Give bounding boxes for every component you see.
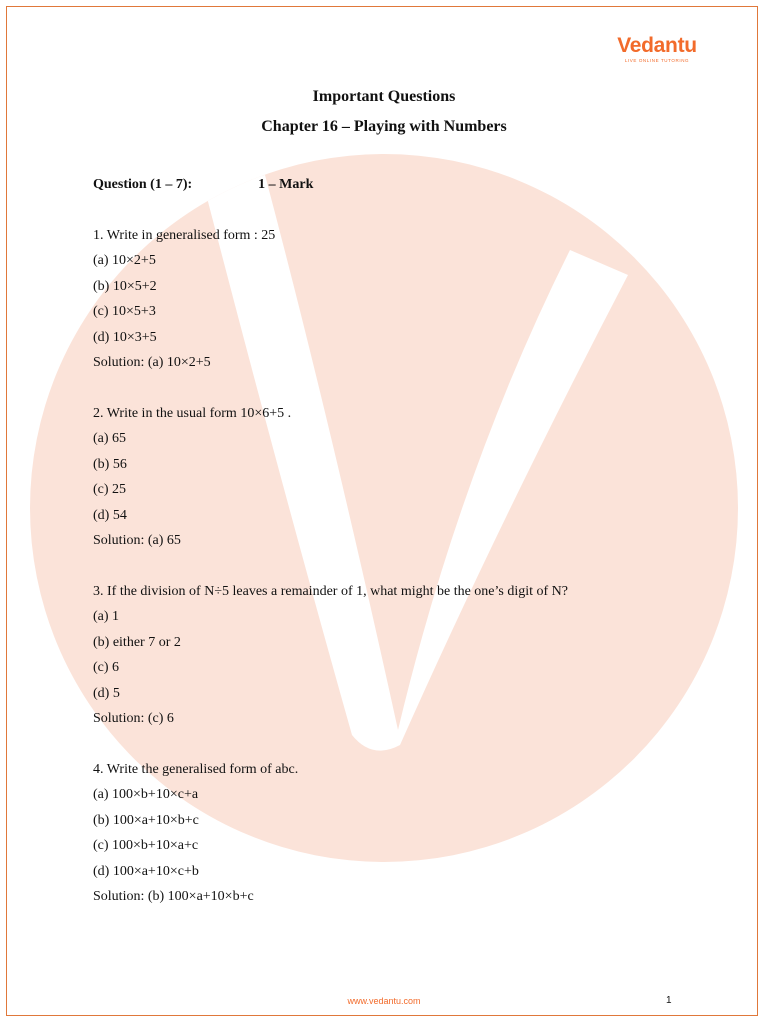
question-2 [93, 404, 713, 557]
section-header [93, 175, 713, 201]
option-b: (b) 56 [93, 456, 127, 472]
option-d: (d) 10×3+5 [93, 329, 157, 345]
chapter-title: Chapter 16 – Playing with Numbers [261, 118, 507, 135]
option-c: (c) 6 [93, 660, 120, 675]
option-a: (a) 10×2+5 [93, 253, 156, 268]
question-text: 2. Write in the usual form 10×6+5 . [93, 405, 292, 421]
option-c: (c) 10×5+3 [93, 304, 156, 319]
footer-website-link[interactable]: www.vedantu.com [347, 996, 421, 1006]
page-title: Important Questions [312, 88, 456, 105]
section-label: Question (1 – 7): [93, 177, 193, 192]
option-d: (d) 54 [93, 507, 127, 523]
section-marks: 1 – Mark [258, 177, 314, 192]
solution: Solution: (a) 10×2+5 [93, 355, 211, 370]
logo-tagline: LIVE ONLINE TUTORING [624, 58, 690, 63]
option-d: (d) 5 [93, 685, 120, 701]
logo-text: Vedantu [617, 34, 697, 57]
option-a: (a) 100×b+10×c+a [93, 787, 199, 802]
option-a: (a) 1 [93, 609, 120, 624]
question-text: 1. Write in generalised form : 25 [93, 227, 276, 243]
question-text: 4. Write the generalised form of abc. [93, 761, 299, 777]
solution: Solution: (b) 100×a+10×b+c [93, 889, 254, 904]
question-4 [93, 760, 713, 913]
solution: Solution: (c) 6 [93, 711, 174, 726]
question-3 [93, 582, 713, 735]
question-text: 3. If the division of N÷5 leaves a remainder of 1, what might be the one’s digit of N? [93, 583, 569, 599]
solution: Solution: (a) 65 [93, 533, 181, 548]
option-b: (b) 100×a+10×b+c [93, 812, 199, 828]
option-d: (d) 100×a+10×c+b [93, 863, 199, 879]
questions-content [93, 175, 713, 913]
option-b: (b) either 7 or 2 [93, 634, 181, 650]
option-c: (c) 100×b+10×a+c [93, 838, 199, 853]
option-a: (a) 65 [93, 431, 127, 446]
question-1 [93, 226, 713, 379]
vedantu-logo [612, 34, 702, 66]
option-c: (c) 25 [93, 482, 127, 497]
option-b: (b) 10×5+2 [93, 278, 157, 294]
page-number: 1 [666, 995, 672, 1006]
